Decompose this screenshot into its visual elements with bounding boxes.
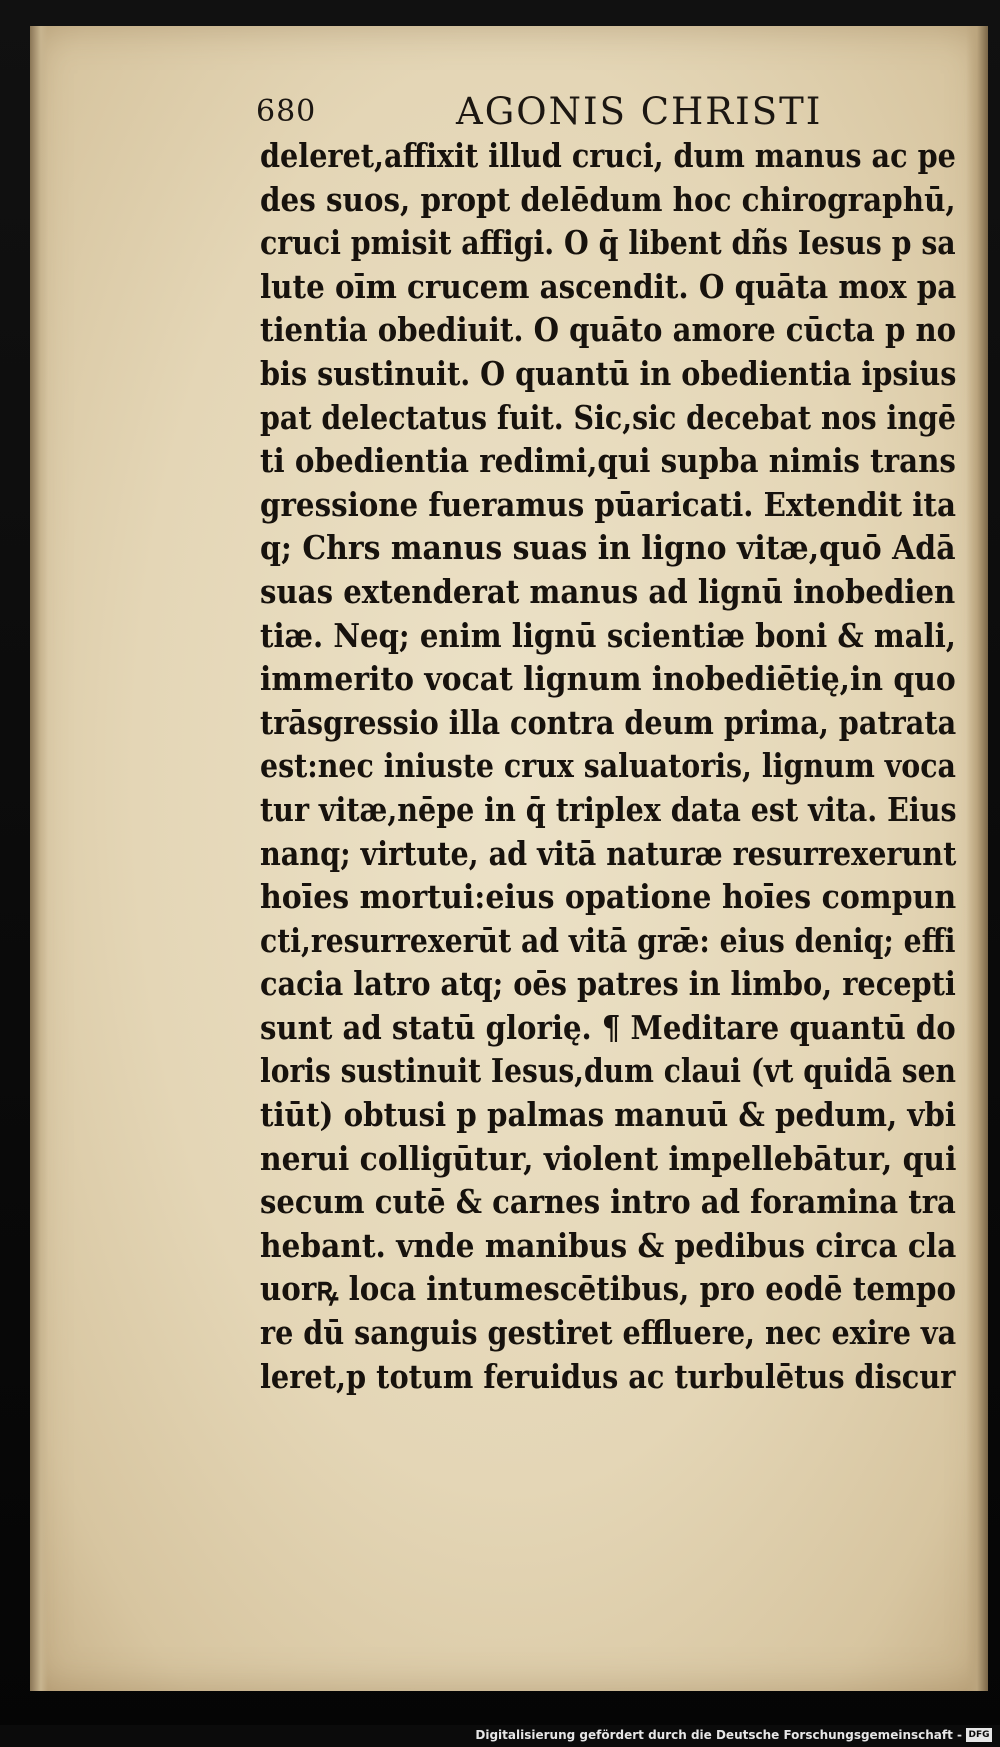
text-line: cacia latro atq; oēs patres in limbo, recepti xyxy=(260,964,956,1004)
text-line: deleret,affixit illud cruci, dum manus ac pe xyxy=(260,136,956,175)
page-number: 680 xyxy=(256,94,317,129)
text-line: hebant. vnde manibus & pedibus circa cla xyxy=(260,1225,957,1265)
text-line: uorꝶ loca intumescētibus, pro eodē tempo xyxy=(260,1269,957,1309)
text-line: pat delectatus fuit. Sic,sic decebat nos ingē xyxy=(260,397,956,437)
text-line: secum cutē & carnes intro ad foramina tra xyxy=(260,1182,956,1222)
text-line: lute oīm crucem ascendit. O quāta mox pa xyxy=(260,266,957,306)
text-line: nanq; virtute, ad vitā naturæ resurrexerunt xyxy=(260,833,957,873)
text-line: suas extenderat manus ad lignū inobedien xyxy=(260,571,956,611)
text-line: hoīes mortui:eius opatione hoīes compun xyxy=(260,877,957,917)
text-line: des suos, propt delēdum hoc chirographū, xyxy=(260,179,956,219)
text-line: cti,resurrexerūt ad vitā grǣ: eius deniq; effi xyxy=(260,920,956,960)
text-line: tiæ. Neq; enim lignū scientiæ boni & mali, xyxy=(260,615,956,655)
text-line: nerui colligūtur, violent impellebātur, qui xyxy=(260,1138,957,1178)
text-line: est:nec iniuste crux saluatoris, lignum voca xyxy=(260,746,956,786)
text-line: gressione fueramus pūaricati. Extendit ita xyxy=(260,484,956,524)
text-line: cruci pmisit affigi. O q̄ libent dñs Iesus p sa xyxy=(260,223,956,263)
text-line: q; Chrs manus suas in ligno vitæ,quō Adā xyxy=(260,528,956,568)
text-line: tientia obediuit. O quāto amore cūcta p no xyxy=(260,310,957,350)
digitization-credit: Digitalisierung gefördert durch die Deutsche Forschungsgemeinschaft - xyxy=(475,1728,962,1742)
dfg-logo: DFG xyxy=(966,1728,992,1742)
text-line: sunt ad statū glorię. ¶ Meditare quantū do xyxy=(260,1007,956,1047)
text-line: ti obedientia redimi,qui supba nimis trans xyxy=(260,441,956,481)
text-line: re dū sanguis gestiret effluere, nec exire va xyxy=(260,1313,957,1353)
text-line: loris sustinuit Iesus,dum claui (vt quidā sen xyxy=(260,1051,956,1091)
text-line: trāsgressio illa contra deum prima, patrata xyxy=(260,702,957,742)
text-line: tur vitæ,nēpe in q̄ triplex data est vita. Eius xyxy=(260,789,957,829)
text-line: bis sustinuit. O quantū in obedientia ipsius xyxy=(260,353,957,393)
page-edge-right xyxy=(966,26,988,1691)
page-header xyxy=(256,90,956,136)
text-line: leret,p totum feruidus ac turbulētus discur xyxy=(260,1356,956,1396)
text-line: immerito vocat lignum inobediētię,in quo xyxy=(260,659,956,699)
body-text xyxy=(260,134,960,1398)
text-line: tiūt) obtusi p palmas manuū & pedum, vbi xyxy=(260,1095,957,1135)
page-edge-left xyxy=(30,26,48,1691)
footer-bar xyxy=(0,1725,1000,1747)
running-title: AGONIS CHRISTI xyxy=(456,90,823,133)
